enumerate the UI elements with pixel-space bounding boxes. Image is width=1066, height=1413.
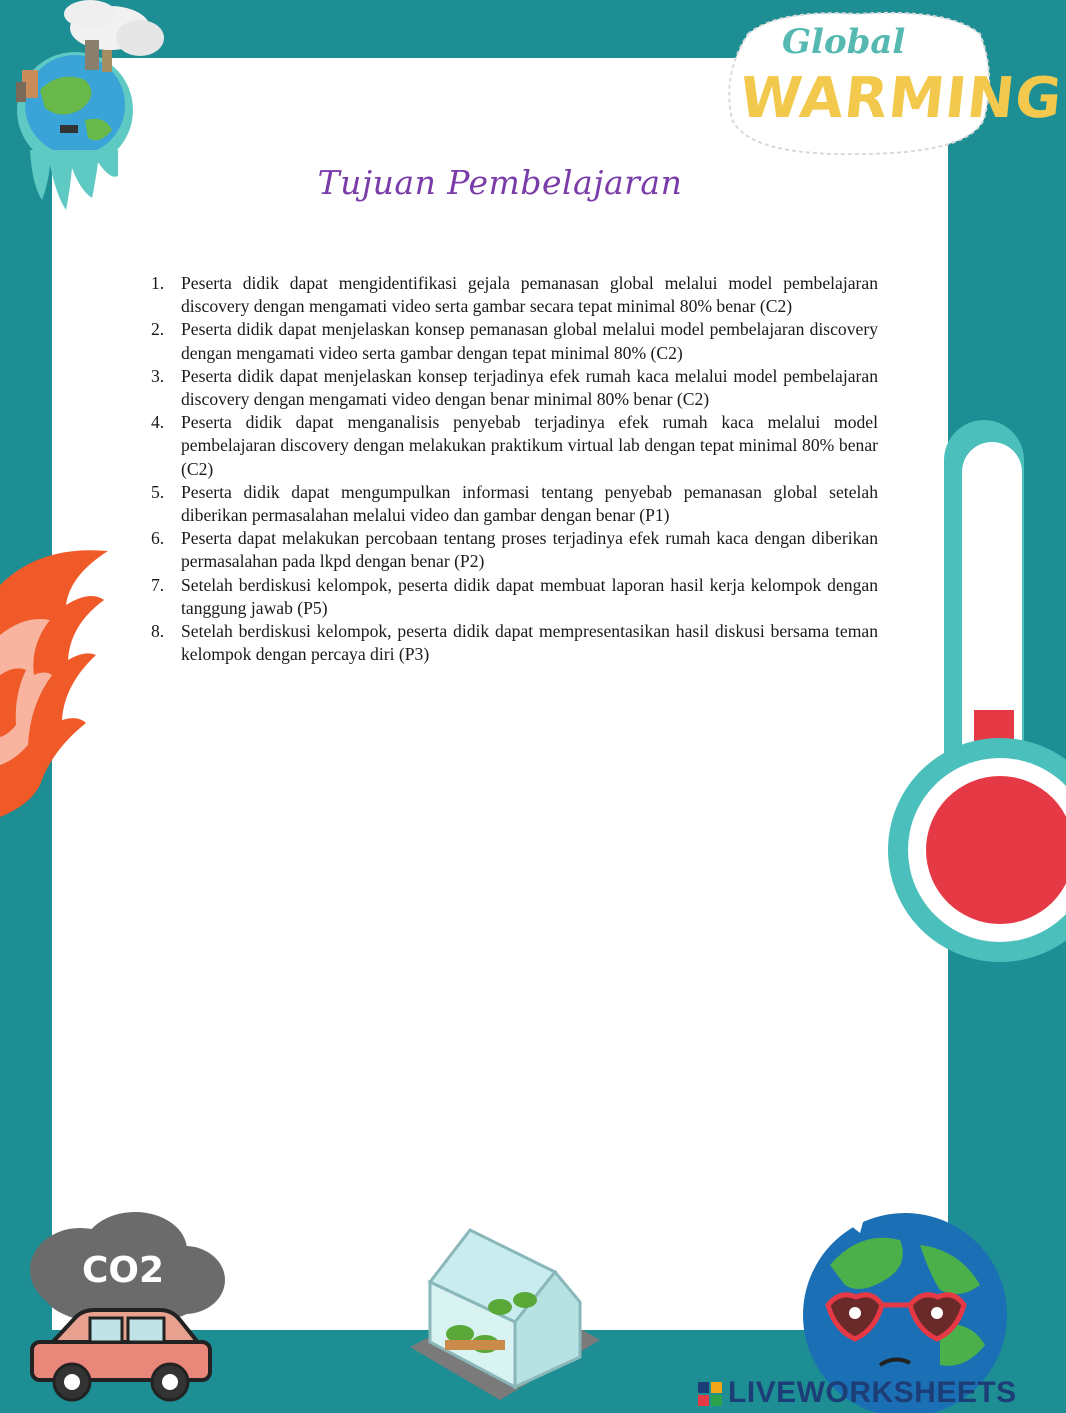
list-item: [148, 527, 878, 573]
list-item: [148, 481, 878, 527]
list-item: [148, 411, 878, 481]
list-item-text: Peserta didik dapat mengumpulkan informasi tentang penyebab pemanasan global setelah diberikan permasalahan melalui video dan gambar dengan benar (P1): [181, 481, 878, 526]
list-item-text: Peserta didik dapat menganalisis penyebab terjadinya efek rumah kaca melalui model pembelajaran discovery dengan melakukan praktikum virtual lab dengan tepat minimal 80% benar (C2): [181, 412, 878, 479]
earth-sunglasses-icon: [790, 1205, 1000, 1385]
list-item-text: Setelah berdiskusi kelompok, peserta didik dapat membuat laporan hasil kerja kelompok dengan tanggung jawab (P5): [181, 574, 878, 618]
list-item-text: Setelah berdiskusi kelompok, peserta didik dapat mempresentasikan hasil diskusi bersama teman kelompok dengan percaya diri (P3): [181, 621, 878, 665]
list-item-number: 1.: [151, 273, 165, 293]
list-item-number: 8.: [151, 621, 165, 642]
flame-icon: [0, 545, 112, 820]
liveworksheets-text: LIVEWORKSHEETS: [728, 1376, 1017, 1409]
logo-line-warming: WARMING: [736, 66, 1066, 131]
list-item-number: 7.: [151, 574, 165, 595]
co2-label: CO2: [82, 1250, 165, 1291]
list-item-number: 3.: [151, 365, 165, 386]
list-item: [148, 620, 878, 666]
page-title: Tujuan Pembelajaran: [317, 163, 683, 202]
list-item-number: 6.: [151, 528, 165, 549]
list-item-text: Peserta didik dapat menjelaskan konsep terjadinya efek rumah kaca melalui model pembelajaran discovery dengan mengamati video dengan benar minimal 80% benar (C2): [181, 365, 878, 410]
list-item-text: Peserta didik dapat mengidentifikasi gejala pemanasan global melalui model pembelajaran discovery dengan mengamati video serta gambar secara tepat minimal 80% benar (C2): [181, 273, 878, 317]
co2-car-icon: [20, 1210, 250, 1410]
list-item-text: Peserta didik dapat menjelaskan konsep pemanasan global melalui model pembelajaran discovery dengan mengamati video serta gambar dengan tepat minimal 80% (C2): [181, 319, 878, 363]
list-item: [148, 318, 878, 364]
thermometer-icon: [888, 420, 1000, 980]
logo-line-global: Global: [782, 22, 906, 62]
liveworksheets-badge-icon: [698, 1382, 722, 1406]
objectives-list: [148, 272, 878, 666]
list-item-number: 4.: [151, 412, 165, 433]
global-warming-logo: [718, 4, 1066, 162]
list-item: [148, 365, 878, 411]
paper-area: [52, 58, 948, 1330]
list-item: [148, 574, 878, 620]
liveworksheets-watermark: [698, 1376, 1017, 1410]
list-item: [148, 272, 878, 318]
list-item-text: Peserta dapat melakukan percobaan tentang proses terjadinya efek rumah kaca dengan diberikan permasalahan pada lkpd dengan benar (P2): [181, 528, 878, 572]
greenhouse-icon: [405, 1222, 605, 1412]
list-item-number: 5.: [151, 481, 165, 502]
list-item-number: 2.: [151, 319, 165, 340]
